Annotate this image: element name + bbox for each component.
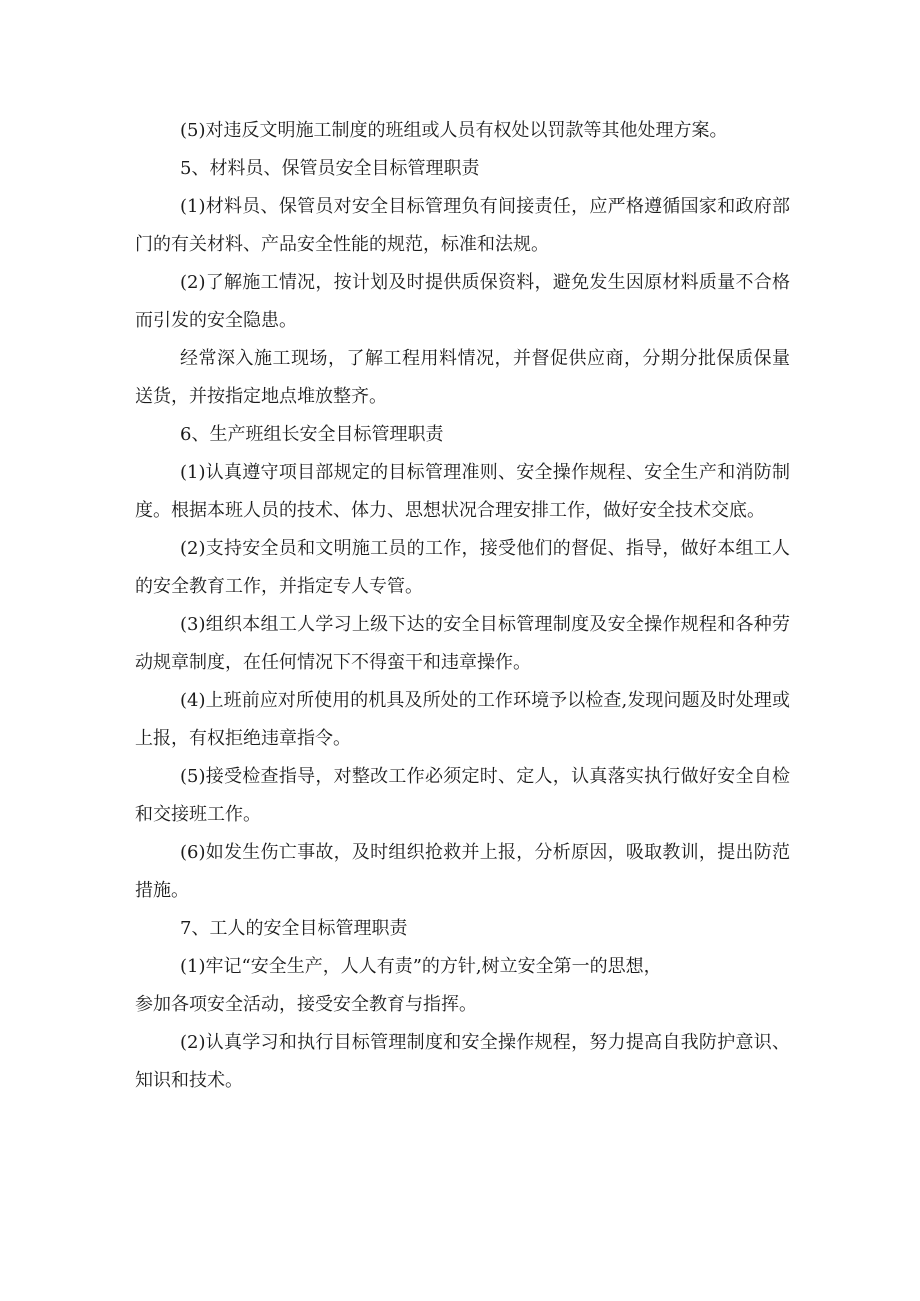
paragraph: 经常深入施工现场，了解工程用料情况，并督促供应商，分期分批保质保量送货，并按指定地点堆放整齐。 [135, 348, 790, 407]
paragraph: (5)对违反文明施工制度的班组或人员有权处以罚款等其他处理方案。 [180, 120, 728, 141]
paragraph: (5)接受检查指导，对整改工作必须定时、定人，认真落实执行做好安全自检和交接班工作。 [135, 766, 790, 825]
paragraph: (2)支持安全员和文明施工员的工作，接受他们的督促、指导，做好本组工人的安全教育工作，并指定专人专管。 [135, 538, 790, 597]
document-body [135, 112, 790, 1100]
paragraph: (6)如发生伤亡事故，及时组织抢救并上报，分析原因，吸取教训，提出防范措施。 [135, 842, 790, 901]
section-heading: 6、生产班组长安全目标管理职责 [180, 424, 444, 445]
paragraph: (3)组织本组工人学习上级下达的安全目标管理制度及安全操作规程和各种劳动规章制度，在任何情况下不得蛮干和违章操作。 [135, 614, 790, 673]
paragraph: (1)认真遵守项目部规定的目标管理准则、安全操作规程、安全生产和消防制度。根据本班人员的技术、体力、思想状况合理安排工作，做好安全技术交底。 [135, 462, 790, 521]
paragraph: (1)牢记“安全生产，人人有责”的方针,树立安全第一的思想， [180, 956, 662, 977]
paragraph: (2)了解施工情况，按计划及时提供质保资料，避免发生因原材料质量不合格而引发的安全隐患。 [135, 272, 790, 331]
paragraph: (4)上班前应对所使用的机具及所处的工作环境予以检查,发现问题及时处理或上报，有权拒绝违章指令。 [135, 690, 790, 749]
paragraph: (2)认真学习和执行目标管理制度和安全操作规程，努力提高自我防护意识、知识和技术。 [135, 1032, 790, 1091]
paragraph: (1)材料员、保管员对安全目标管理负有间接责任，应严格遵循国家和政府部门的有关材料、产品安全性能的规范，标准和法规。 [135, 196, 790, 255]
paragraph-continuation: 参加各项安全活动，接受安全教育与指挥。 [135, 994, 477, 1015]
section-heading: 5、材料员、保管员安全目标管理职责 [180, 158, 480, 179]
section-heading: 7、工人的安全目标管理职责 [180, 918, 408, 939]
